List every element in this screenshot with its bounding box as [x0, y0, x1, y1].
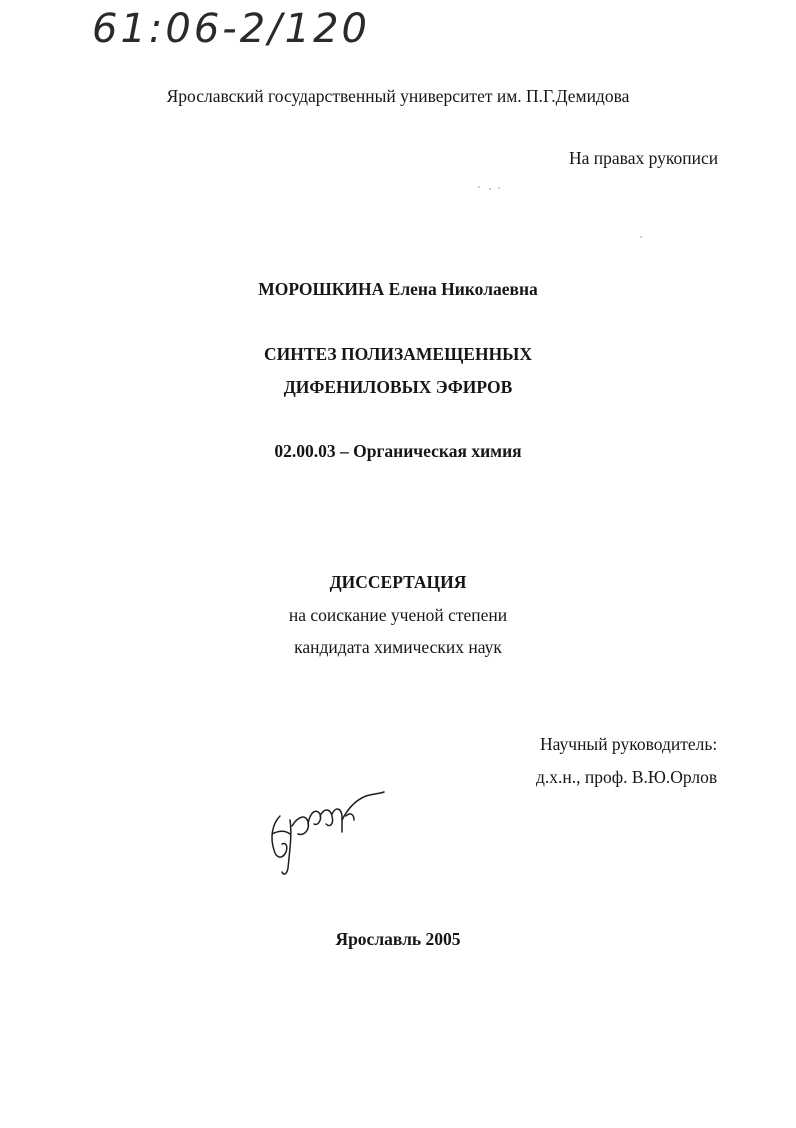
city-and-year: Ярославль 2005	[335, 929, 461, 949]
degree-line-1: на соискание ученой степени	[288, 605, 508, 625]
specialty-code: 02.00.03 – Органическая химия	[274, 441, 522, 461]
supervisor-name: д.х.н., проф. В.Ю.Орлов	[536, 767, 718, 787]
scan-speck	[489, 188, 491, 190]
degree-line-2: кандидата химических наук	[294, 637, 502, 657]
supervisor-label: Научный руководитель:	[540, 734, 718, 754]
manuscript-rights-note: На правах рукописи	[569, 148, 719, 168]
document-type: ДИССЕРТАЦИЯ	[329, 572, 467, 592]
scan-speck	[640, 236, 642, 238]
university-name: Ярославский государственный университет им. П.Г.Демидова	[166, 86, 630, 106]
thesis-title-line-2: ДИФЕНИЛОВЫХ ЭФИРОВ	[283, 377, 513, 397]
scan-speck	[498, 187, 500, 189]
author-name: МОРОШКИНА Елена Николаевна	[258, 279, 538, 299]
archive-handwritten-mark: 61:06-2/120	[92, 6, 370, 52]
scan-speck	[478, 186, 480, 188]
author-signature	[262, 786, 387, 881]
thesis-title-line-1: СИНТЕЗ ПОЛИЗАМЕЩЕННЫХ	[263, 344, 533, 364]
